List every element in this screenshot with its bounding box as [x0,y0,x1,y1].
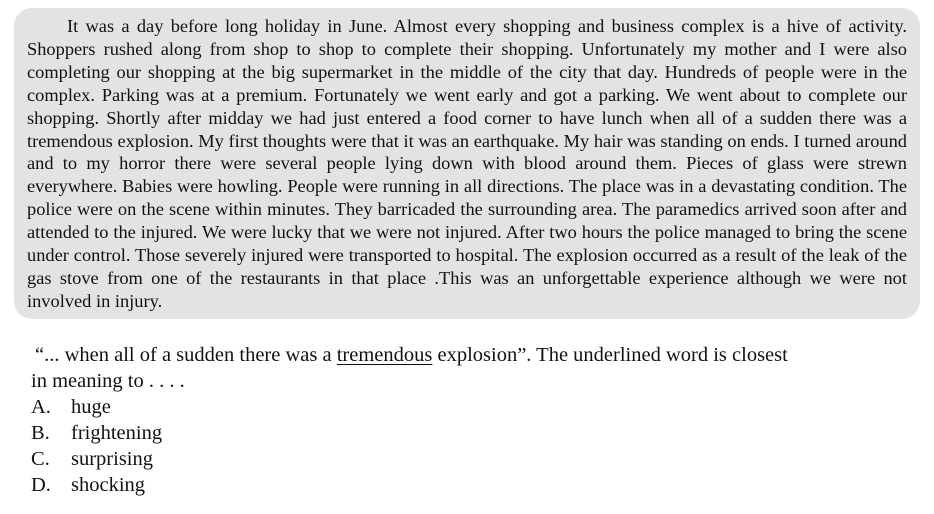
question-text-before: “... when all of a sudden there was a [35,344,337,366]
question-block [31,342,911,498]
option-a[interactable] [31,394,911,420]
option-letter: D. [31,474,51,496]
option-text: shocking [71,474,146,496]
option-letter: B. [31,422,50,444]
option-letter: C. [31,448,50,470]
underlined-word: tremendous [336,344,433,366]
option-b[interactable] [31,420,911,446]
option-c[interactable] [31,446,911,472]
question-line-2: in meaning to . . . . [31,370,185,392]
question-text-after: explosion”. The underlined word is closest [432,344,788,366]
option-text: surprising [71,448,153,470]
reading-passage-box [14,8,920,319]
option-text: huge [71,396,111,418]
option-text: frightening [71,422,163,444]
answer-options [31,394,911,498]
question-line-1 [31,342,911,368]
option-letter: A. [31,396,51,418]
reading-passage: It was a day before long holiday in June. Almost every shopping and business complex is a hive of activity. Shoppers rushed along from shop to shop to complete their shopping. Unfortunately my mother and I were also completing our shopping at the big supermarket in the middle of the city that day. Hundreds of people were in the complex. Parking was at a premium. Fortunately we went early and got a parking. We went about to complete our shopping. Shortly after midday we had just entered a food corner to have lunch when all of a sudden there was a tremendous explosion. My first thoughts were that it was an earthquake. My hair was standing on ends. I turned around and to my horror there were several people lying down with blood around them. Pieces of glass were strewn everywhere. Babies were howling. People were running in all directions. The place was in a devastating condition. The police were on the scene within minutes. They barricaded the surrounding area. The paramedics arrived soon after and attended to the injured. We were lucky that we were not injured. After two hours the police managed to bring the scene under control. Those severely injured were transported to hospital. The explosion occurred as a result of the leak of the gas stove from one of the restaurants in that place .This was an unforgettable experience although we were not involved in injury. [27,16,907,311]
option-d[interactable] [31,472,911,498]
